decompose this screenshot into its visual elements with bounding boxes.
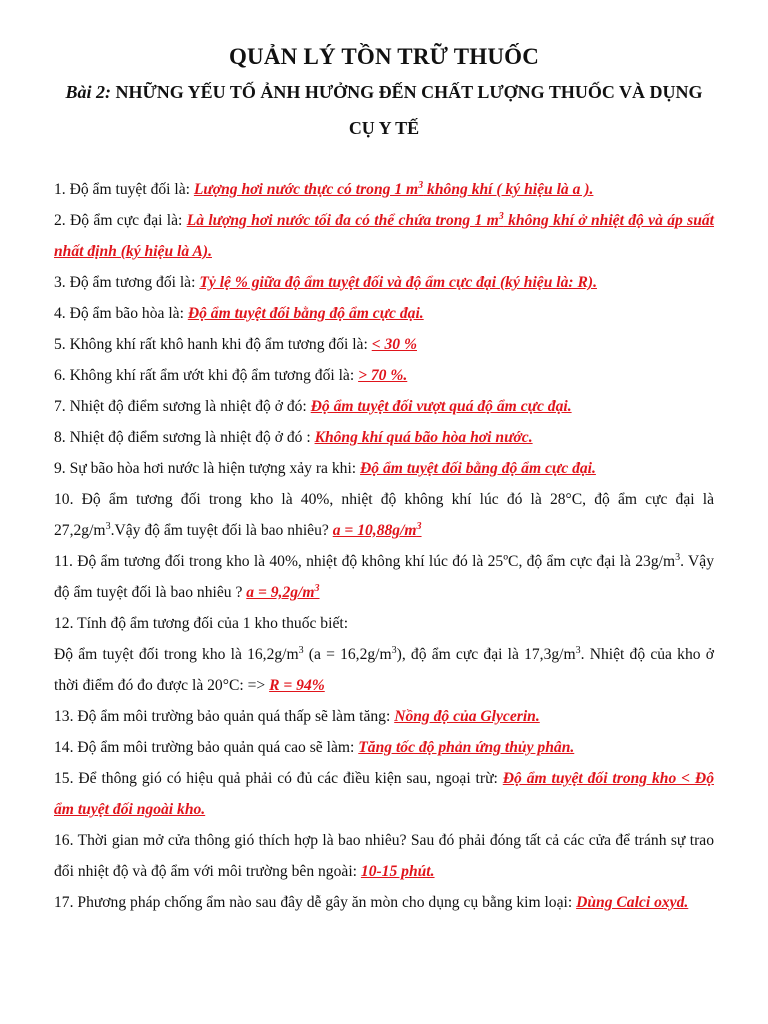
question-16 xyxy=(54,825,714,887)
question-5 xyxy=(54,329,714,360)
question-7 xyxy=(54,391,714,422)
question-text: 1. Độ ẩm tuyệt đối là: xyxy=(54,181,194,198)
question-1 xyxy=(54,174,714,205)
question-text: 9. Sự bão hòa hơi nước là hiện tượng xảy ra khi: xyxy=(54,460,361,477)
question-text: Độ ẩm tuyệt đối trong kho là $16,2g/m^3$ $(a = 16,2g/m^3)$, độ ẩm cực đại là $17,3g/m^3$. Nhiệt độ của kho ở thời điểm đó đo được là 20°C: => xyxy=(54,644,714,694)
answer-text: Tỷ lệ % giữa độ ẩm tuyệt đối và độ ẩm cực đại (ký hiệu là: R). xyxy=(199,274,597,291)
question-14 xyxy=(54,732,714,763)
question-text: 16. Thời gian mở cửa thông gió thích hợp là bao nhiêu? Sau đó phải đóng tất cả các cửa để tránh sự trao đổi nhiệt độ và độ ẩm với môi trường bên ngoài: xyxy=(54,832,714,880)
question-list xyxy=(54,174,714,918)
question-13 xyxy=(54,701,714,732)
question-6 xyxy=(54,360,714,391)
lesson-title: NHỮNG YẾU TỐ ẢNH HƯỞNG ĐẾN CHẤT LƯỢNG THUỐC VÀ DỤNG CỤ Y TẾ xyxy=(115,82,703,138)
question-17 xyxy=(54,887,714,918)
question-text: 7. Nhiệt độ điểm sương là nhiệt độ ở đó: xyxy=(54,398,311,415)
answer-text: Độ ẩm tuyệt đối trong kho < Độ ẩm tuyệt đối ngoài kho. xyxy=(54,770,714,818)
question-text: 8. Nhiệt độ điểm sương là nhiệt độ ở đó : xyxy=(54,429,315,446)
question-11 xyxy=(54,546,714,608)
question-8 xyxy=(54,422,714,453)
question-text: 17. Phương pháp chống ẩm nào sau đây dễ gây ăn mòn cho dụng cụ bằng kim loại: xyxy=(54,894,577,911)
answer-text: $a = 10,88g/m^3$ xyxy=(332,520,422,539)
answer-text: Lượng hơi nước thực có trong 1 $m^3$ không khí ( ký hiệu là a ). xyxy=(193,179,594,198)
answer-text: Tăng tốc độ phản ứng thủy phân. xyxy=(358,739,575,756)
question-2 xyxy=(54,205,714,267)
question-text: 4. Độ ẩm bão hòa là: xyxy=(54,305,188,322)
answer-text: R = 94% xyxy=(269,677,325,694)
question-text: 14. Độ ẩm môi trường bảo quản quá cao sẽ làm: xyxy=(54,739,359,756)
answer-text: > 70 %. xyxy=(358,367,408,384)
question-text: 6. Không khí rất ẩm ướt khi độ ẩm tương đối là: xyxy=(54,367,359,384)
answer-text: Độ ẩm tuyệt đối bằng độ ẩm cực đại. xyxy=(360,460,596,477)
question-text: 15. Để thông gió có hiệu quả phải có đủ các điều kiện sau, ngoại trừ: xyxy=(54,770,503,787)
answer-text: Độ ẩm tuyệt đối bằng độ ẩm cực đại. xyxy=(187,305,424,322)
question-12-detail xyxy=(54,639,714,701)
question-text: 12. Tính độ ẩm tương đối của 1 kho thuốc biết: xyxy=(54,615,349,632)
answer-text: Độ ẩm tuyệt đối vượt quá độ ẩm cực đại. xyxy=(310,398,572,415)
answer-text: < 30 % xyxy=(371,336,417,353)
lesson-number: Bài 2: xyxy=(65,82,111,102)
answer-text: Nồng độ của Glycerin. xyxy=(394,708,540,725)
question-text: 10. Độ ẩm tương đối trong kho là 40%, nhiệt độ không khí lúc đó là 28°C, độ ẩm cực đại là $27,2g/m^3.Vậy$ độ ẩm tuyệt đối là bao nhiêu? xyxy=(54,491,714,539)
question-3 xyxy=(54,267,714,298)
question-15 xyxy=(54,763,714,825)
answer-text: Không khí quá bão hòa hơi nước. xyxy=(314,429,533,446)
lesson-heading xyxy=(60,74,708,146)
answer-text: 10-15 phút. xyxy=(360,863,435,880)
question-9 xyxy=(54,453,714,484)
question-10 xyxy=(54,484,714,546)
answer-text: $a = 9,2g/m^3$ xyxy=(246,582,320,601)
question-12 xyxy=(54,608,714,639)
question-text: 2. Độ ẩm cực đại là: xyxy=(54,212,187,229)
document-title: QUẢN LÝ TỒN TRỮ THUỐC xyxy=(228,44,540,69)
question-text: 11. Độ ẩm tương đối trong kho là 40%, nhiệt độ không khí lúc đó là 25ºC, độ ẩm cực đại là $23g/m^3$. Vậy độ ẩm tuyệt đối là bao nhiêu ? xyxy=(54,551,714,601)
question-text: 5. Không khí rất khô hanh khi độ ẩm tương đối là: xyxy=(54,336,372,353)
question-text: 3. Độ ẩm tương đối là: xyxy=(54,274,200,291)
answer-text: Dùng Calci oxyd. xyxy=(576,894,689,911)
question-text: 13. Độ ẩm môi trường bảo quản quá thấp sẽ làm tăng: xyxy=(54,708,395,725)
answer-text: Là lượng hơi nước tối đa có thể chứa trong 1 $m^3$ không khí ở nhiệt độ và áp suất nhất định (ký hiệu là A). xyxy=(54,210,714,260)
question-4 xyxy=(54,298,714,329)
